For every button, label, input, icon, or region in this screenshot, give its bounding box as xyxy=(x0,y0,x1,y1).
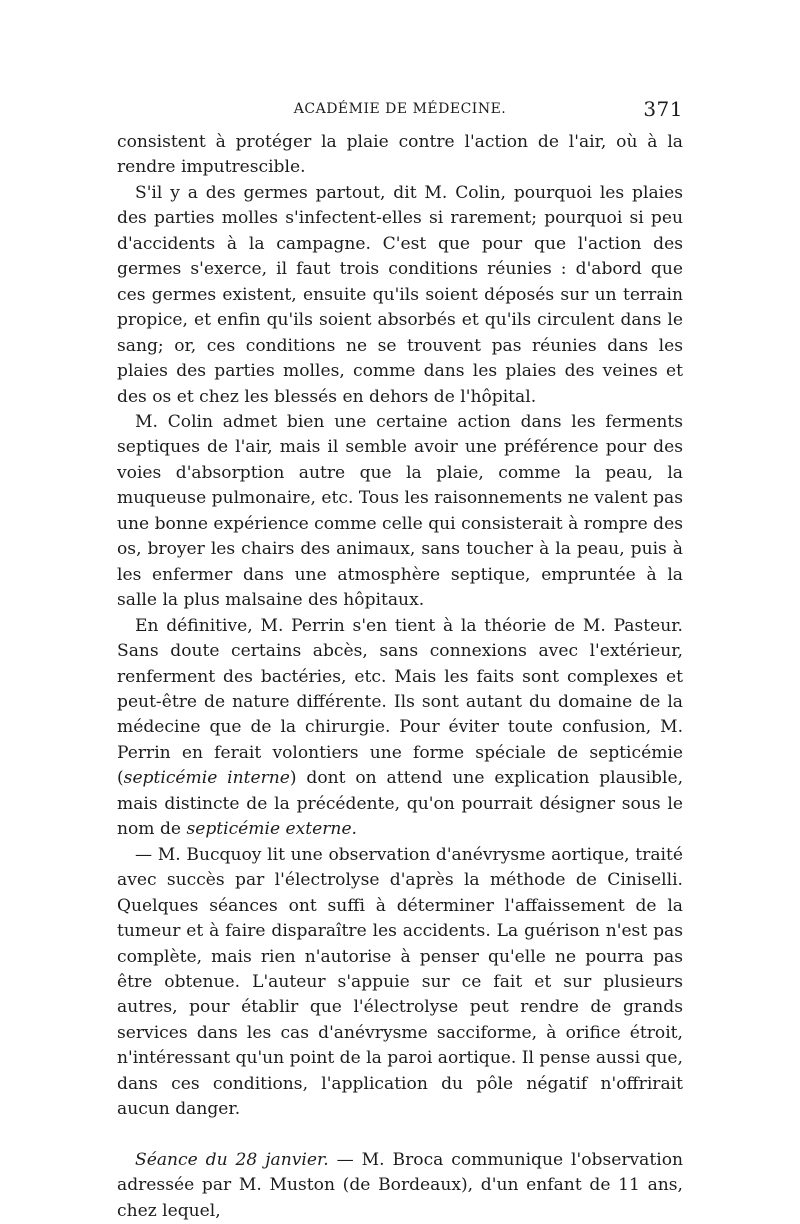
page-number: 371 xyxy=(643,97,683,121)
perrin-italic-internal: septicémie interne xyxy=(123,768,290,789)
paragraph-colin-ferments: M. Colin admet bien une certaine action dans les ferments septiques de l'air, mais il semble avoir une préférence pour des voies d'absorption autre que la plaie, comme la peau, la muqueuse pulmonaire, etc. Tous les raisonnements ne valent pas une bonne expérience comme celle qui consisterait à rompre des os, broyer les chairs des animaux, sans toucher à la peau, puis à les enfermer dans une atmosphère septique, empruntée à la salle la plus malsaine des hôpitaux. xyxy=(117,411,683,611)
paragraph-perrin xyxy=(117,614,683,843)
running-head xyxy=(117,97,683,123)
perrin-text-2: ) dont on attend une explication plausible, mais distincte de la précédente, qu'on pourrait désigner sous le nom de xyxy=(117,768,684,840)
body-text xyxy=(117,130,683,1224)
paragraph-bucquoy: — M. Bucquoy lit une observation d'anévrysme aortique, traité avec succès par l'électrolyse d'après la méthode de Ciniselli. Quelques séances ont suffi à déterminer l'affaissement de la tumeur et à faire disparaître les accidents. La guérison n'est pas complète, mais rien n'autorise à penser qu'elle ne pourra pas être obtenue. L'auteur s'appuie sur ce fait et sur plusieurs autres, pour établir que l'électrolyse peut rendre de grands services dans les cas d'anévrysme sacciforme, à orifice étroit, n'intéressant qu'un point de la paroi aortique. Il pense aussi que, dans ces conditions, l'application du pôle négatif n'offrirait aucun danger. xyxy=(117,844,683,1120)
seance-text: — M. Broca communique l'observation adressée par M. Muston (de Bordeaux), d'un enfant de 11 ans, chez lequel, xyxy=(117,1149,683,1221)
paragraph-seance xyxy=(117,1148,683,1224)
perrin-italic-external: septicémie externe. xyxy=(186,819,357,840)
seance-date: Séance du 28 janvier. xyxy=(135,1149,329,1170)
paragraph-colin-germs: S'il y a des germes partout, dit M. Colin, pourquoi les plaies des parties molles s'infectent-elles si rarement; pourquoi si peu d'accidents à la campagne. C'est que pour que l'action des germes s'exerce, il faut trois conditions réunies : d'abord que ces germes existent, ensuite qu'ils soient déposés sur un terrain propice, et enfin qu'ils soient absorbés et qu'ils circulent dans le sang; or, ces conditions ne se trouvent pas réunies dans les plaies des parties molles, comme dans les plaies des veines et des os et chez les blessés en dehors de l'hôpital. xyxy=(117,182,683,407)
running-title: ACADÉMIE DE MÉDECINE. xyxy=(293,101,507,117)
paragraph-continuation: consistent à protéger la plaie contre l'action de l'air, où à la rendre imputrescible. xyxy=(117,132,683,178)
perrin-text-1: En définitive, M. Perrin s'en tient à la théorie de M. Pasteur. Sans doute certains abcès, sans connexions avec l'extérieur, renferment des bactéries, etc. Mais les faits sont complexes et peut-être de nature différente. Ils sont autant du domaine de la médecine que de la chirurgie. Pour éviter toute confusion, M. Perrin en ferait volontiers une forme spéciale de septicémie ( xyxy=(117,615,683,789)
